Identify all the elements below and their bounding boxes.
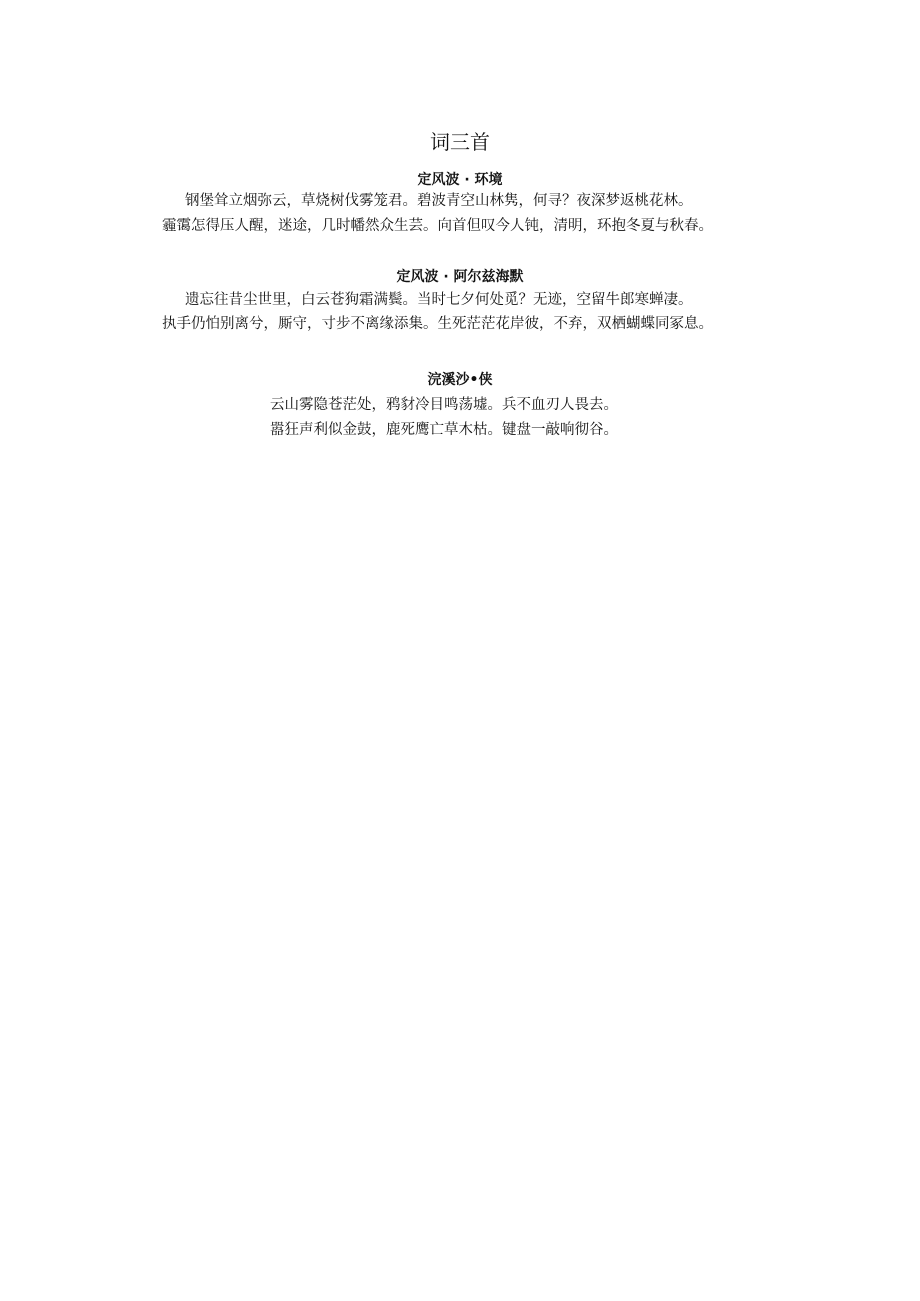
poem-line: 钢堡耸立烟弥云，草烧树伐雾笼君。碧波青空山林隽，何寻？夜深梦返桃花林。 xyxy=(185,193,693,209)
poem-heading: 浣溪沙•侠 xyxy=(427,372,493,388)
poem-line: 遗忘往昔尘世里，白云苍狗霜满鬓。当时七夕何处觅？无迹，空留牛郎寒蝉凄。 xyxy=(185,292,693,308)
poem-line: 霾霭怎得压人醒，迷途，几时幡然众生芸。向首但叹今人钝，清明，环抱冬夏与秋春。 xyxy=(162,218,713,234)
document-title: 词三首 xyxy=(430,130,490,154)
poem-line: 嚣狂声利似金鼓，鹿死鹰亡草木枯。键盘一敲响彻谷。 xyxy=(270,422,618,438)
poem-heading: 定风波 · 环境 xyxy=(417,172,503,188)
poem-line: 执手仍怕别离兮，厮守，寸步不离缘添集。生死茫茫花岸彼，不弃，双栖蝴蝶同冢息。 xyxy=(162,316,713,332)
poem-heading: 定风波 · 阿尔兹海默 xyxy=(396,269,524,285)
poem-line: 云山雾隐苍茫处，鸦豺冷目鸣荡墟。兵不血刃人畏去。 xyxy=(270,397,618,413)
